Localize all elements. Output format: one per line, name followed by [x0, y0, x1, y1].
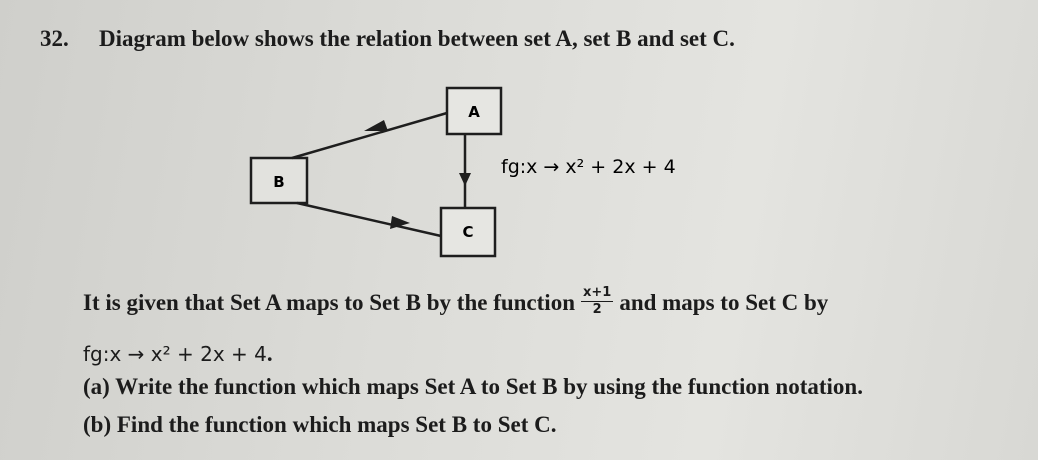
- part-a-label: (a): [83, 374, 110, 399]
- b-to-c-line: [297, 203, 441, 236]
- question-number: 32.: [40, 26, 69, 51]
- a-to-b-line: [292, 113, 447, 158]
- set-c-label: C: [462, 223, 474, 241]
- fg-function-line: [83, 341, 273, 367]
- set-a-label: A: [468, 103, 480, 121]
- a-to-c-arrowhead: [459, 173, 471, 186]
- part-b: [83, 412, 556, 438]
- fg-function-period: .: [266, 341, 273, 366]
- fraction-denominator: 2: [592, 302, 602, 317]
- given-statement-line: [83, 285, 829, 320]
- part-b-text: Find the function which maps Set B to Set C.: [116, 412, 557, 437]
- given-statement-text: It is given that Set A maps to Set B by the function: [83, 289, 575, 315]
- fg-function-text: fg:x → x² + 2x + 4: [83, 342, 267, 366]
- fraction-numerator: x+1: [582, 285, 612, 300]
- part-b-label: (b): [83, 412, 112, 437]
- a-to-b-arrowhead: [364, 120, 388, 131]
- given-statement-suffix: and maps to Set C by: [619, 289, 829, 315]
- fg-function-label: fg:x → x² + 2x + 4: [501, 156, 676, 178]
- set-b-label: B: [273, 173, 285, 191]
- part-a: [83, 374, 863, 400]
- fraction-x-plus-1-over-2: [581, 286, 613, 317]
- question-title: Diagram below shows the relation between set A, set B and set C.: [99, 26, 735, 51]
- part-a-text: Write the function which maps Set A to Set B by using the function notation.: [115, 374, 863, 399]
